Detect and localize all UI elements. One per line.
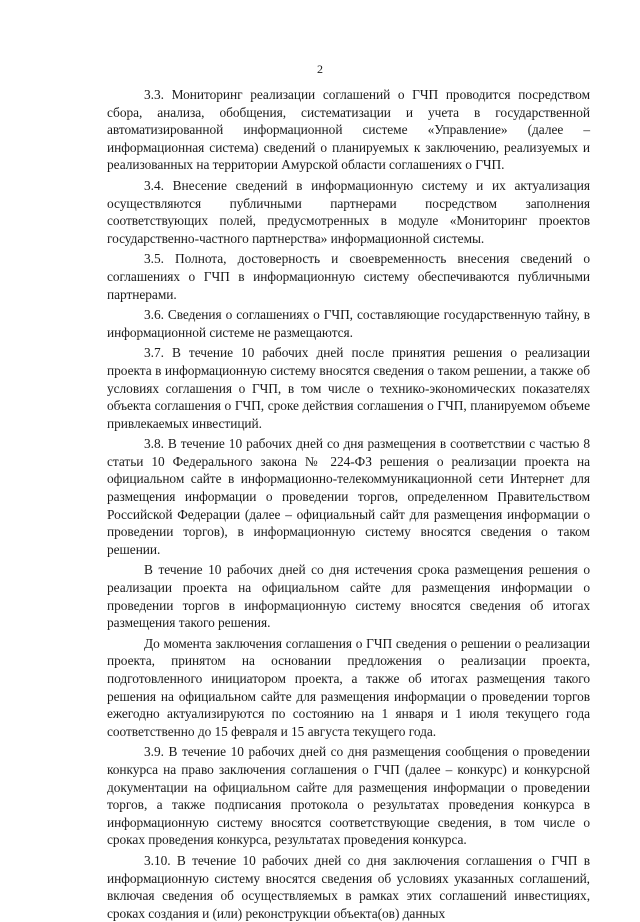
paragraph-3-4: 3.4. Внесение сведений в информационную систему и их актуализация осуществляются публичными партнерами посредством заполнения соответствующих полей, предусмотренных в модуле «Мониторинг проектов государственно-частного партнерства» информационной системы. xyxy=(107,177,590,246)
paragraph-3-7: 3.7. В течение 10 рабочих дней после принятия решения о реализации проекта в информационную систему вносятся сведения о таком решении, а также об условиях соглашения о ГЧП, в том числе о технико-экономических показателях объекта соглашения о ГЧП, сроке действия соглашения о ГЧП, планируемом объеме привлекаемых инвестиций. xyxy=(107,345,590,431)
paragraph-3-8-b: В течение 10 рабочих дней со дня истечения срока размещения решения о реализации проекта на официальном сайте для размещения информации о проведении торгов в информационную систему вносятся сведения об итогах размещения такого решения. xyxy=(107,562,590,631)
paragraph-3-8-c: До момента заключения соглашения о ГЧП сведения о решении о реализации проекта, принятом на основании предложения о реализации проекта, подготовленного инициатором проекта, а также об итогах размещения такого решения на официальном сайте для размещения информации о проведении торгов ежегодно актуализируются по состоянию на 1 января и 1 июля текущего года соответственно до 15 февраля и 15 августа текущего года. xyxy=(107,635,590,739)
page-number: 2 xyxy=(317,62,323,76)
paragraph-3-5: 3.5. Полнота, достоверность и своевременность внесения сведений о соглашениях о ГЧП в информационную систему обеспечиваются публичными партнерами. xyxy=(107,251,590,302)
paragraph-3-8: 3.8. В течение 10 рабочих дней со дня размещения в соответствии с частью 8 статьи 10 Федерального закона № 224-ФЗ решения о реализации проекта на официальном сайте в информационно-телекоммуникационной сети Интернет для размещения информации о проведении торгов, определенном Правительством Российской Федерации (далее – официальный сайт для размещения информации о проведении торгов), в информационную систему вносятся сведения о таком решении. xyxy=(107,436,590,557)
paragraph-3-9: 3.9. В течение 10 рабочих дней со дня размещения сообщения о проведении конкурса на право заключения соглашения о ГЧП (далее – конкурс) и конкурсной документации на официальном сайте для размещения информации о проведении торгов, а также подписания протокола о результатах проведения конкурса в информационную систему вносятся соответствующие сведения, в том числе о сроках проведения конкурса, результатах проведения конкурса. xyxy=(107,744,590,848)
document-body xyxy=(107,86,590,922)
paragraph-3-10: 3.10. В течение 10 рабочих дней со дня заключения соглашения о ГЧП в информационную систему вносятся сведения об условиях указанных соглашений, включая сведения об осуществляемых в рамках этих соглашений инвестициях, сроках создания и (или) реконструкции объекта(ов) данных xyxy=(107,852,590,921)
paragraph-3-3: 3.3. Мониторинг реализации соглашений о ГЧП проводится посредством сбора, анализа, обобщения, систематизации и учета в государственной автоматизированной информационной системе «Управление» (далее – информационная система) сведений о планируемых к заключению, реализуемых и реализованных на территории Амурской области соглашениях о ГЧП. xyxy=(107,87,590,173)
paragraph-3-6: 3.6. Сведения о соглашениях о ГЧП, составляющие государственную тайну, в информационной системе не размещаются. xyxy=(107,307,590,340)
